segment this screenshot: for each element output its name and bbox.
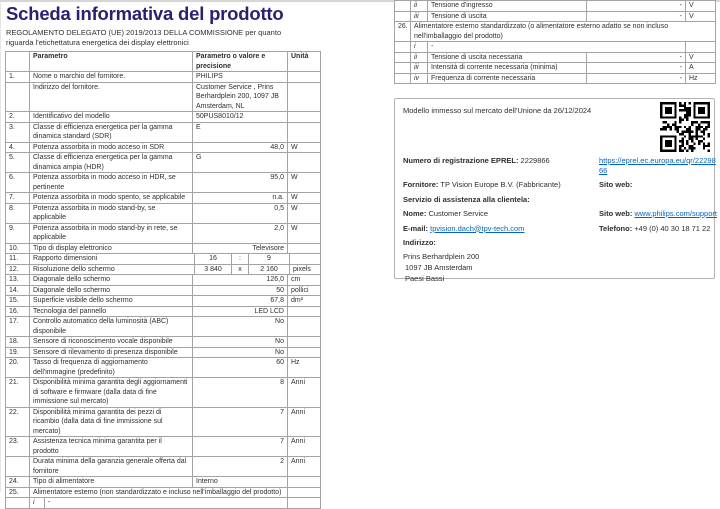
table-row <box>6 436 320 456</box>
param-unit <box>287 72 320 82</box>
table-row <box>6 111 320 122</box>
param-unit <box>287 112 320 122</box>
address-line: 1097 JB Amsterdam <box>405 262 473 272</box>
param-unit <box>287 498 320 508</box>
param-value: 48,0 <box>192 143 287 153</box>
param-subnumber: iv <box>410 74 427 84</box>
param-value: 0,5 <box>192 204 287 223</box>
param-unit: cm <box>287 275 320 285</box>
param-number: 6. <box>9 174 15 181</box>
param-number: 10. <box>9 244 19 252</box>
param-unit: W <box>287 204 320 223</box>
param-label: - <box>44 498 287 508</box>
param-label: Tensione di uscita <box>427 12 586 22</box>
qr-code-icon <box>660 102 710 152</box>
param-number <box>395 12 410 22</box>
table-row <box>6 285 320 296</box>
param-unit: Anni <box>287 457 320 476</box>
customer-service-heading: Servizio di assistenza alla clientela: <box>403 194 530 204</box>
param-number: 8. <box>9 204 15 212</box>
website-label-line <box>599 180 717 190</box>
param-label: Potenza assorbita in modo spento, se applicabile <box>29 193 192 203</box>
param-unit: W <box>287 193 320 203</box>
param-value: No <box>192 348 287 358</box>
param-unit: Anni <box>287 437 320 456</box>
param-label: Classe di efficienza energetica per la gamma dinamica standard (SDR) <box>29 123 192 142</box>
table-row <box>6 497 320 508</box>
phone-value: +49 (0) 40 30 18 71 22 <box>634 223 711 233</box>
table-row <box>6 122 320 142</box>
param-unit: pollici <box>287 286 320 296</box>
param-number <box>395 1 410 11</box>
param-subnumber: i <box>29 498 44 508</box>
eprel-registration <box>403 156 599 175</box>
table-row <box>6 347 320 358</box>
param-label: Alimentatore esterno (non standardizzato e incluso nell'imballaggio del prodotto) <box>29 488 287 498</box>
param-label: Controllo automatico della luminosità (ABC) disponibile <box>29 317 192 336</box>
param-number: 5. <box>9 154 15 161</box>
table-row <box>6 295 320 306</box>
table-row <box>395 21 715 41</box>
param-unit <box>287 337 320 347</box>
service-name-line <box>403 209 599 219</box>
param-unit <box>287 83 320 112</box>
header-valore: Parametro o valore e precisione <box>192 52 287 71</box>
param-label: Tecnologia del pannello <box>29 307 192 317</box>
param-number: 21. <box>9 379 19 386</box>
table-row <box>6 476 320 487</box>
param-number: 12. <box>9 265 19 273</box>
table-row <box>6 357 320 377</box>
param-value: 8 <box>192 378 287 407</box>
param-value: n.a. <box>192 193 287 203</box>
param-label: Frequenza di corrente necessaria <box>427 74 586 84</box>
table-row <box>6 407 320 437</box>
param-unit <box>685 42 715 52</box>
param-value: Televisore <box>192 244 287 254</box>
email-link[interactable]: tpvision.dach@tpv-tech.com <box>430 223 525 233</box>
header-unita: Unità <box>287 52 320 71</box>
param-value: 16 <box>194 254 231 264</box>
param-number: 3. <box>9 123 15 131</box>
param-label: Tensione di uscita necessaria <box>427 53 586 63</box>
param-label: Indirizzo del fornitore. <box>29 83 192 112</box>
table-row <box>6 336 320 347</box>
param-label: Potenza assorbita in modo stand-by, se applicabile <box>29 204 192 223</box>
contact-grid <box>403 156 717 286</box>
param-value: - <box>586 63 685 73</box>
website-label2: Sito web: <box>599 209 633 218</box>
param-label: Disponibilità minima garantita dei pezzi di ricambio (dalla data di fine immissione sul mercato) <box>29 408 192 437</box>
param-subnumber: ii <box>410 53 427 63</box>
param-value: 2 <box>192 457 287 476</box>
param-label: Disponibilità minima garantita degli aggiornamenti di software e firmware (dalla data di fine immissione sul mercato) <box>29 378 192 407</box>
table-row <box>6 203 320 223</box>
table-row <box>6 82 320 112</box>
param-label: Superficie visibile dello schermo <box>29 296 192 306</box>
left-parameter-table <box>5 51 321 509</box>
support-website-link[interactable]: www.philips.com/support <box>634 209 717 218</box>
email-line <box>403 224 599 234</box>
param-value: - <box>586 1 685 11</box>
eprel-link[interactable]: https://eprel.ec.europa.eu/qr/2229866 <box>599 156 716 175</box>
param-unit: Anni <box>287 408 320 437</box>
param-number: 16. <box>9 307 19 315</box>
table-row <box>395 11 715 22</box>
param-label: Tensione d'ingresso <box>427 1 586 11</box>
table-row <box>6 142 320 153</box>
param-unit <box>287 153 320 172</box>
param-label: Identificativo del modello <box>29 112 192 122</box>
table-row <box>6 456 320 476</box>
param-number: 14. <box>9 286 19 294</box>
param-number: 22. <box>9 408 19 416</box>
param-value: E <box>192 123 287 142</box>
param-subnumber: iii <box>410 12 427 22</box>
table-row <box>6 264 320 275</box>
regulation-subtitle: REGOLAMENTO DELEGATO (UE) 2019/2013 DELLA COMMISSIONE per quanto riguarda l'etichettatura energetica dei display elettronici <box>6 28 282 47</box>
param-number: 17. <box>9 318 19 325</box>
param-value: 7 <box>192 437 287 456</box>
param-value: Interno <box>192 477 287 487</box>
table-row <box>395 73 715 84</box>
param-unit: W <box>287 224 320 243</box>
param-unit <box>287 488 320 498</box>
param-label: Tipo di alimentatore <box>29 477 192 487</box>
table-row <box>6 487 320 498</box>
param-number: 9. <box>9 224 15 232</box>
param-value: Customer Service , Prins Berhardplein 200, 1097 JB Amsterdam, NL <box>192 83 287 112</box>
param-number <box>395 63 410 73</box>
param-value: 9 <box>248 254 289 264</box>
email-label: E-mail: <box>403 223 429 233</box>
eprel-label: Numero di registrazione EPREL: <box>403 156 519 165</box>
param-unit <box>287 477 320 487</box>
name-value: Customer Service <box>428 209 489 218</box>
supplier-line <box>403 180 599 190</box>
supplier-label: Fornitore: <box>403 180 439 189</box>
param-number <box>395 42 410 52</box>
param-value: 2,0 <box>192 224 287 243</box>
left-column <box>5 3 321 509</box>
param-unit: Hz <box>685 74 715 84</box>
param-unit: Anni <box>287 378 320 407</box>
param-subnumber: iii <box>410 63 427 73</box>
param-label: Diagonale dello schermo <box>29 286 192 296</box>
param-number: 20. <box>9 359 19 366</box>
param-label: Nome o marchio del fornitore. <box>29 72 192 82</box>
param-number: 26. <box>398 23 408 30</box>
page-title: Scheda informativa del prodotto <box>6 3 284 24</box>
param-label: Sensore di riconoscimento vocale disponibile <box>29 337 192 347</box>
param-unit <box>287 123 320 142</box>
param-subnumber: i <box>410 42 427 52</box>
param-number: 18. <box>9 338 19 345</box>
table-row <box>6 306 320 317</box>
param-number: 11. <box>9 255 19 262</box>
address-line: Prins Berhardplein 200 <box>403 251 480 261</box>
param-label: Potenza assorbita in modo stand-by in rete, se applicabile <box>29 224 192 243</box>
param-value: 95,0 <box>192 173 287 192</box>
param-label: Rapporto dimensioni <box>29 254 194 264</box>
website-label: Sito web: <box>599 180 633 189</box>
param-number <box>6 457 29 476</box>
param-number: 23. <box>9 438 19 445</box>
eprel-link-cell <box>599 156 717 175</box>
param-number: 24. <box>9 478 19 485</box>
phone-label: Telefono: <box>599 223 633 233</box>
eprel-number: 2229866 <box>520 156 550 165</box>
param-label: Tasso di frequenza di aggiornamento dell'immagine (predefinito) <box>29 358 192 377</box>
param-label: Potenza assorbita in modo acceso in SDR <box>29 143 192 153</box>
param-label: Intensità di corrente necessaria (minima) <box>427 63 586 73</box>
param-unit <box>287 244 320 254</box>
param-value: 60 <box>192 358 287 377</box>
param-unit: V <box>685 1 715 11</box>
param-label: Durata minima della garanzia generale offerta dal fornitore <box>29 457 192 476</box>
param-unit: V <box>685 12 715 22</box>
address-heading: Indirizzo: <box>403 238 436 247</box>
param-value: PHILIPS <box>192 72 287 82</box>
param-value: - <box>586 74 685 84</box>
param-unit: V <box>685 53 715 63</box>
table-row <box>6 377 320 407</box>
header-number-cell <box>6 52 29 71</box>
param-value: No <box>192 317 287 336</box>
param-value: No <box>192 337 287 347</box>
param-number: 2. <box>9 113 15 120</box>
supplier-value: TP Vision Europe B.V. (Fabbricante) <box>440 180 561 189</box>
table-header-row <box>6 52 320 71</box>
param-label: Assistenza tecnica minima garantita per il prodotto <box>29 437 192 456</box>
phone-line <box>599 224 717 234</box>
param-unit: W <box>287 143 320 153</box>
param-value: 2 160 <box>248 265 289 275</box>
param-subnumber: ii <box>410 1 427 11</box>
param-unit <box>287 307 320 317</box>
param-value: LED LCD <box>192 307 287 317</box>
param-unit <box>289 254 322 264</box>
param-value: G <box>192 153 287 172</box>
website-line <box>599 209 717 219</box>
table-row <box>395 52 715 63</box>
param-number: 1. <box>9 73 15 80</box>
param-label: Tipo di display elettronico <box>29 244 192 254</box>
value-separator: x <box>231 265 248 275</box>
param-number <box>6 83 29 112</box>
param-number: 15. <box>9 297 19 304</box>
param-label: Alimentatore esterno standardizzato (o alimentatore esterno adatto se non incluso nell'imballaggio del prodotto) <box>410 22 715 41</box>
param-number: 25. <box>9 488 19 496</box>
param-number <box>395 74 410 84</box>
param-number <box>395 53 410 63</box>
param-label: Diagonale dello schermo <box>29 275 192 285</box>
param-unit <box>287 317 320 336</box>
table-row <box>6 274 320 285</box>
value-separator: : <box>231 254 248 264</box>
param-label: Sensore di rilevamento di presenza disponibile <box>29 348 192 358</box>
param-label: Potenza assorbita in modo acceso in HDR, se pertinente <box>29 173 192 192</box>
param-unit <box>287 348 320 358</box>
table-row <box>6 172 320 192</box>
market-date-line: Modello immesso sul mercato dell'Unione da 26/12/2024 <box>403 106 592 115</box>
eprel-info-box <box>394 98 717 283</box>
param-unit: pixels <box>289 265 322 275</box>
table-row <box>395 62 715 73</box>
table-row <box>6 316 320 336</box>
table-row <box>395 1 715 11</box>
param-label: - <box>427 42 685 52</box>
name-label: Nome: <box>403 209 427 218</box>
table-row <box>6 152 320 172</box>
param-number: 4. <box>9 143 15 151</box>
right-parameter-table <box>394 0 716 84</box>
table-row <box>395 41 715 52</box>
param-unit: A <box>685 63 715 73</box>
param-value: 67,8 <box>192 296 287 306</box>
param-unit: dm² <box>287 296 320 306</box>
address-line: Paesi Bassi <box>405 273 445 283</box>
param-value: 7 <box>192 408 287 437</box>
param-number: 7. <box>9 194 15 201</box>
table-row <box>6 192 320 203</box>
param-number: 19. <box>9 348 19 356</box>
param-value: 3 840 <box>194 265 231 275</box>
param-label: Risoluzione dello schermo <box>29 265 194 275</box>
param-value: 50 <box>192 286 287 296</box>
param-number: 13. <box>9 276 19 283</box>
table-row <box>6 253 320 264</box>
param-value: - <box>586 12 685 22</box>
param-value: - <box>586 53 685 63</box>
header-parametro: Parametro <box>29 52 192 71</box>
table-row <box>6 223 320 243</box>
address-block <box>403 253 717 286</box>
param-label: Classe di efficienza energetica per la gamma dinamica ampia (HDR) <box>29 153 192 172</box>
param-number <box>6 498 29 508</box>
table-row <box>6 71 320 82</box>
param-value: 50PUS8010/12 <box>192 112 287 122</box>
param-value: 126,0 <box>192 275 287 285</box>
param-unit: Hz <box>287 358 320 377</box>
param-unit: W <box>287 173 320 192</box>
table-row <box>6 243 320 254</box>
